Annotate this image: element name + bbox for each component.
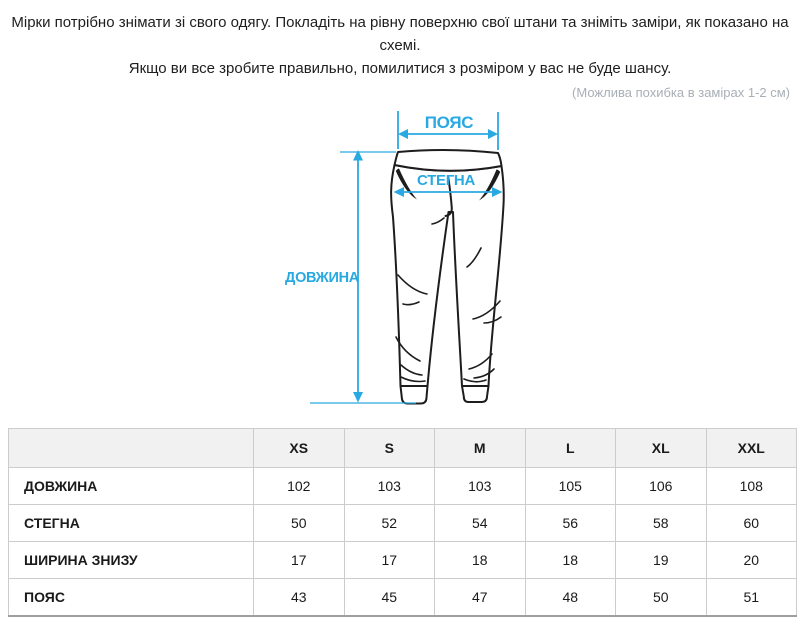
size-cell: 106: [616, 468, 707, 505]
size-cell: 19: [616, 542, 707, 579]
pants-diagram-svg: [280, 105, 540, 415]
size-col-header-xs: XS: [254, 429, 345, 468]
table-row-length: [9, 468, 797, 505]
intro-line-2: Якщо ви все зробите правильно, помилитися з розміром у вас не буде шансу.: [128, 60, 672, 77]
size-cell: 105: [525, 468, 616, 505]
size-cell: 43: [254, 579, 345, 617]
row-label: ПОЯС: [9, 579, 254, 617]
table-row-waist: [9, 579, 797, 617]
size-cell: 103: [435, 468, 526, 505]
size-cell: 18: [435, 542, 526, 579]
size-cell: 50: [616, 579, 707, 617]
size-cell: 102: [254, 468, 345, 505]
pants-measurement-diagram: [280, 105, 540, 420]
length-arrowhead-bottom: [353, 392, 363, 403]
table-row-hips: [9, 505, 797, 542]
size-cell: 45: [344, 579, 435, 617]
row-label: ДОВЖИНА: [9, 468, 254, 505]
length-label: ДОВЖИНА: [285, 270, 359, 286]
corner-cell: [9, 429, 254, 468]
waist-arrowhead-left: [398, 129, 408, 139]
size-table: [8, 428, 797, 617]
size-cell: 54: [435, 505, 526, 542]
right-cuff: [462, 386, 489, 402]
size-cell: 52: [344, 505, 435, 542]
intro-text: [0, 0, 800, 80]
size-cell: 51: [706, 579, 797, 617]
size-col-header-l: L: [525, 429, 616, 468]
tolerance-note: (Можлива похибка в замірах 1-2 см): [572, 85, 790, 100]
size-col-header-m: M: [435, 429, 526, 468]
size-cell: 56: [525, 505, 616, 542]
size-col-header-xl: XL: [616, 429, 707, 468]
size-cell: 47: [435, 579, 526, 617]
size-cell: 48: [525, 579, 616, 617]
hips-label: СТЕГНА: [417, 172, 475, 189]
left-cuff: [401, 386, 428, 404]
size-cell: 50: [254, 505, 345, 542]
table-row-bottom-width: [9, 542, 797, 579]
size-cell: 17: [254, 542, 345, 579]
waistband: [395, 150, 502, 171]
waist-label: ПОЯС: [424, 113, 474, 132]
row-label: СТЕГНА: [9, 505, 254, 542]
row-label: ШИРИНА ЗНИЗУ: [9, 542, 254, 579]
size-col-header-xxl: XXL: [706, 429, 797, 468]
size-cell: 17: [344, 542, 435, 579]
size-cell: 103: [344, 468, 435, 505]
size-cell: 60: [706, 505, 797, 542]
waist-arrowhead-right: [488, 129, 498, 139]
size-cell: 18: [525, 542, 616, 579]
size-cell: 20: [706, 542, 797, 579]
size-cell: 108: [706, 468, 797, 505]
intro-line-1: Мірки потрібно знімати зі свого одягу. Покладіть на рівну поверхню свої штани та зніміть заміри, як показано на схемі.: [11, 14, 789, 54]
size-cell: 58: [616, 505, 707, 542]
size-table-header-row: [9, 429, 797, 468]
size-col-header-s: S: [344, 429, 435, 468]
